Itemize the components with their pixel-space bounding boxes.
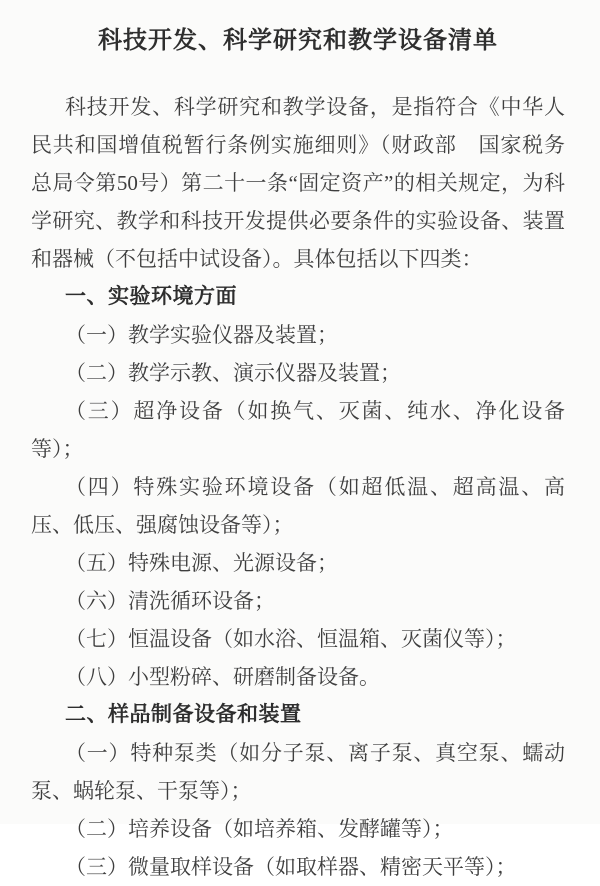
section-1-item-2: （二）教学示教、演示仪器及装置； [65,361,401,385]
section-1-item-4: （四）特殊实验环境设备（如超低温、超高温、高压、低压、强腐蚀设备等）； [31,475,565,537]
document-title: 科技开发、科学研究和教学设备清单 [98,28,498,54]
section-1-item-6: （六）清洗循环设备； [65,589,275,613]
section-2-heading: 二、样品制备设备和装置 [65,703,302,726]
section-1-heading: 一、实验环境方面 [65,285,237,308]
section-1-item-5: （五）特殊电源、光源设备； [65,551,338,575]
section-1-item-1: （一）教学实验仪器及装置； [65,323,338,347]
section-1-item-8: （八）小型粉碎、研磨制备设备。 [65,665,380,689]
document-body [31,88,565,886]
intro-paragraph: 科技开发、科学研究和教学设备，是指符合《中华人民共和国增值税暂行条例实施细则》（财政部 国家税务总局令第50号）第二十一条“固定资产”的相关规定，为科学研究、教学和科技开发提供必要条件的实验设备、装置和器械（不包括中试设备）。具体包括以下四类： [31,95,565,271]
section-2-item-2: （二）培养设备（如培养箱、发酵罐等）； [65,817,454,841]
section-1-item-7: （七）恒温设备（如水浴、恒温箱、灭菌仪等）； [65,627,517,651]
section-2-item-3: （三）微量取样设备（如取样器、精密天平等）； [65,855,517,879]
section-1-item-3: （三）超净设备（如换气、灭菌、纯水、净化设备等）； [31,399,565,461]
section-2-item-1: （一）特种泵类（如分子泵、离子泵、真空泵、蠕动泵、蜗轮泵、干泵等）； [31,741,565,803]
